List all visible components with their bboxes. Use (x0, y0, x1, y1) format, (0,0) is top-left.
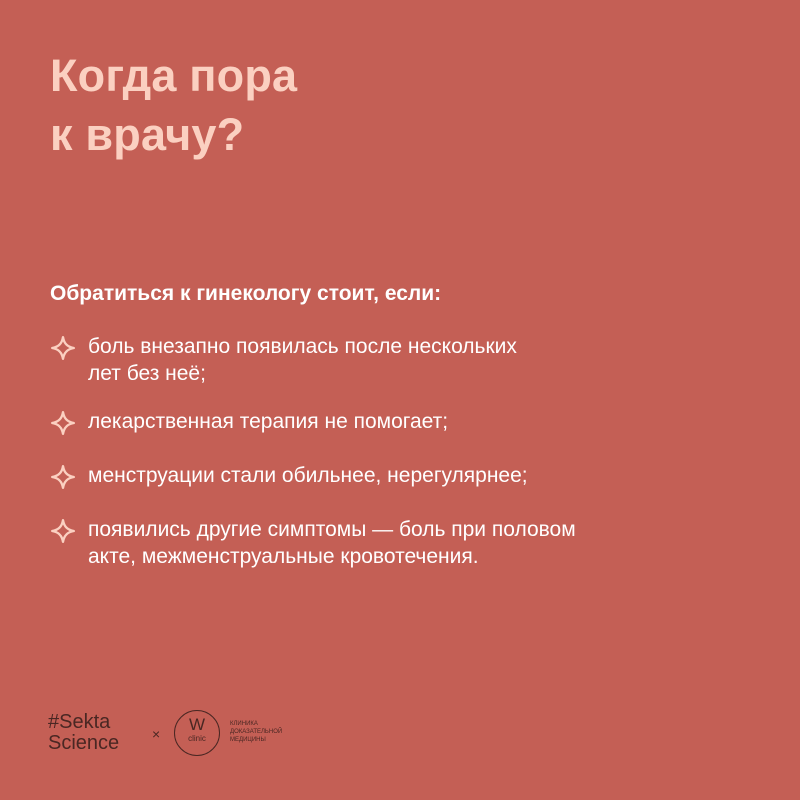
logo-word: clinic (188, 734, 206, 743)
tagline-line: КЛИНИКА (230, 721, 258, 727)
list-heading: Обратиться к гинекологу стоит, если: (50, 282, 442, 305)
brand-line-1: #Sekta (48, 711, 111, 733)
title-line-1: Когда пора (50, 50, 298, 101)
list-item-text: менструации стали обильнее, нерегулярнее; (88, 464, 528, 487)
w-clinic-logo (174, 710, 220, 756)
four-point-star-icon (50, 410, 76, 436)
list-item-text: лекарственная терапия не помогает; (88, 410, 449, 433)
four-point-star-icon (50, 464, 76, 490)
brand-line-2: Science (48, 732, 120, 754)
footer-logos (48, 702, 348, 762)
title-line-2: к врачу? (50, 109, 245, 160)
list-item-text: появились другие симптомы — боль при половом акте, межменструальные кровотечения. (88, 518, 576, 568)
page-title (50, 46, 297, 164)
four-point-star-icon (50, 335, 76, 361)
logo-separator: × (152, 726, 161, 742)
sekta-science-logo (48, 712, 119, 754)
clinic-tagline (230, 720, 282, 744)
tagline-line: МЕДИЦИНЫ (230, 737, 266, 743)
four-point-star-icon (50, 518, 76, 544)
tagline-line: ДОКАЗАТЕЛЬНОЙ (230, 729, 283, 735)
list-item-text: боль внезапно появилась после нескольких лет без неё; (88, 335, 517, 385)
logo-letter: W (188, 715, 206, 734)
